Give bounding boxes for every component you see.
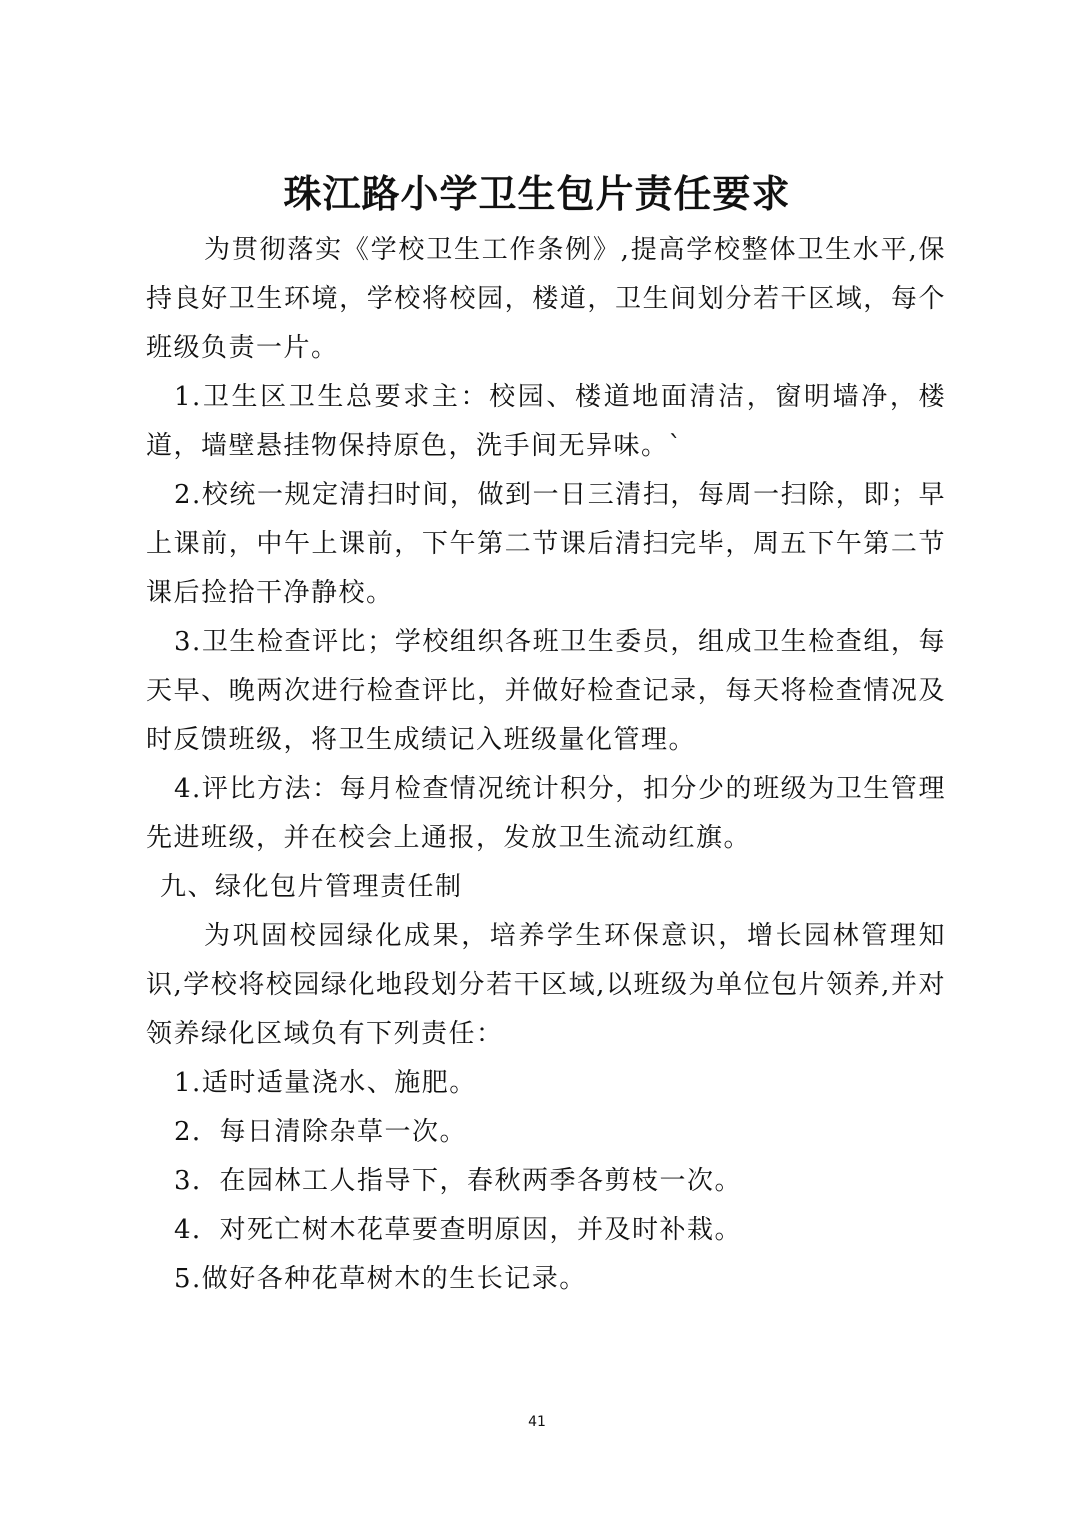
section-intro-paragraph: 为巩固校园绿化成果，培养学生环保意识，增长园林管理知识,学校将校园绿化地段划分若干区域,以班级为单位包片领养,并对领养绿化区域负有下列责任： [146,921,946,1049]
requirement-paragraph-4: 4.评比方法：每月检查情况统计积分，扣分少的班级为卫生管理先进班级，并在校会上通报，发放卫生流动红旗。 [146,774,946,853]
requirement-paragraph-1: 1.卫生区卫生总要求主：校园、楼道地面清洁，窗明墙净，楼道，墙壁悬挂物保持原色，洗手间无异味。` [146,382,946,461]
intro-paragraph: 为贯彻落实《学校卫生工作条例》,提高学校整体卫生水平,保持良好卫生环境，学校将校园，楼道，卫生间划分若干区域，每个班级负责一片。 [146,235,946,363]
list-item: 2．每日清除杂草一次。 [174,1117,468,1147]
list-item: 4．对死亡树木花草要查明原因，并及时补栽。 [174,1215,743,1245]
list-item: 5.做好各种花草树木的生长记录。 [174,1264,587,1294]
page-number: 41 [528,1414,546,1430]
list-item: 1.适时适量浇水、施肥。 [174,1068,477,1098]
document-title: 珠江路小学卫生包片责任要求 [283,172,791,216]
requirement-paragraph-2: 2.校统一规定清扫时间，做到一日三清扫，每周一扫除，即；早上课前，中午上课前，下午第二节课后清扫完毕，周五下午第二节课后捡拾干净静校。 [146,480,946,608]
section-heading: 九、绿化包片管理责任制 [160,872,463,902]
requirement-paragraph-3: 3.卫生检查评比；学校组织各班卫生委员，组成卫生检查组，每天早、晚两次进行检查评比，并做好检查记录，每天将检查情况及时反馈班级，将卫生成绩记入班级量化管理。 [146,627,946,755]
document-body [146,226,946,1304]
list-item: 3．在园林工人指导下，春秋两季各剪枝一次。 [174,1166,743,1196]
